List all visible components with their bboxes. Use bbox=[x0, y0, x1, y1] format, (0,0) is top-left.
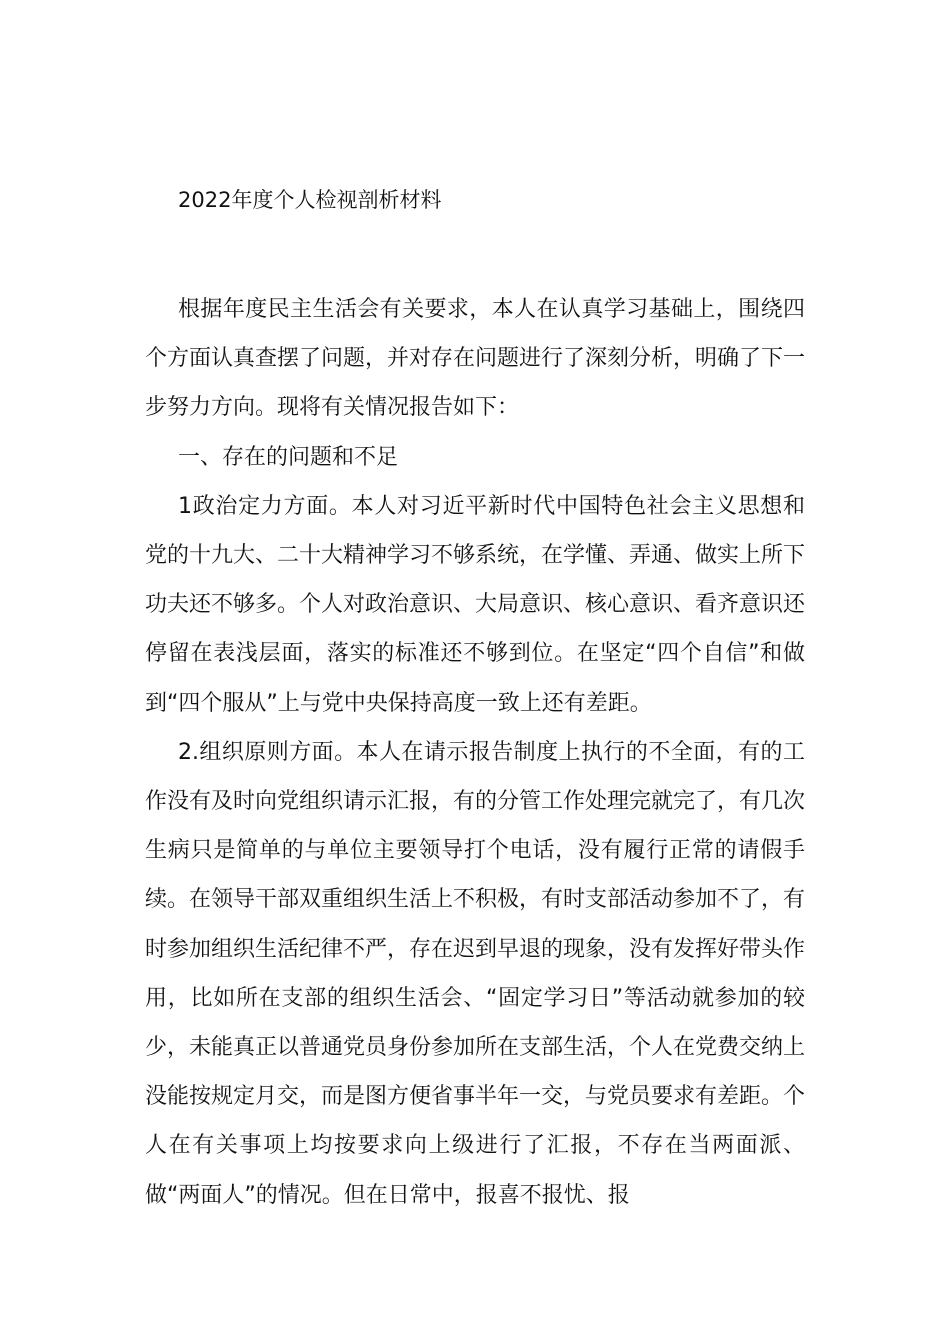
paragraph-political: 1政治定力方面。本人对习近平新时代中国特色社会主义思想和党的十九大、二十大精神学习不够系统，在学懂、弄通、做实上所下功夫还不够多。个人对政治意识、大局意识、核心意识、看齐意识还停留在表浅层面，落实的标准还不够到位。在坚定“四个自信”和做到“四个服从”上与党中央保持高度一致上还有差距。 bbox=[145, 493, 806, 716]
paragraph-organization: 2.组织原则方面。本人在请示报告制度上执行的不全面，有的工作没有及时向党组织请示汇报，有的分管工作处理完就完了，有几次生病只是简单的与单位主要领导打个电话，没有履行正常的请假手续。在领导干部双重组织生活上不积极，有时支部活动参加不了，有时参加组织生活纪律不严，存在迟到早退的现象，没有发挥好带头作用，比如所在支部的组织生活会、“固定学习日”等活动就参加的较少，未能真正以普通党员身份参加所在支部生活，个人在党费交纳上没能按规定月交，而是图方便省事半年一交，与党员要求有差距。个人在有关事项上均按要求向上级进行了汇报，不存在当两面派、做“两面人”的情况。但在日常中，报喜不报忧、报 bbox=[145, 739, 806, 1208]
document-title: 2022年度个人检视剖析材料 bbox=[178, 188, 442, 212]
section-heading-problems: 一、存在的问题和不足 bbox=[178, 444, 399, 470]
paragraph-intro: 根据年度民主生活会有关要求，本人在认真学习基础上，围绕四个方面认真查摆了问题，并对存在问题进行了深刻分析，明确了下一步努力方向。现将有关情况报告如下： bbox=[145, 297, 806, 421]
document-body bbox=[145, 285, 805, 1220]
